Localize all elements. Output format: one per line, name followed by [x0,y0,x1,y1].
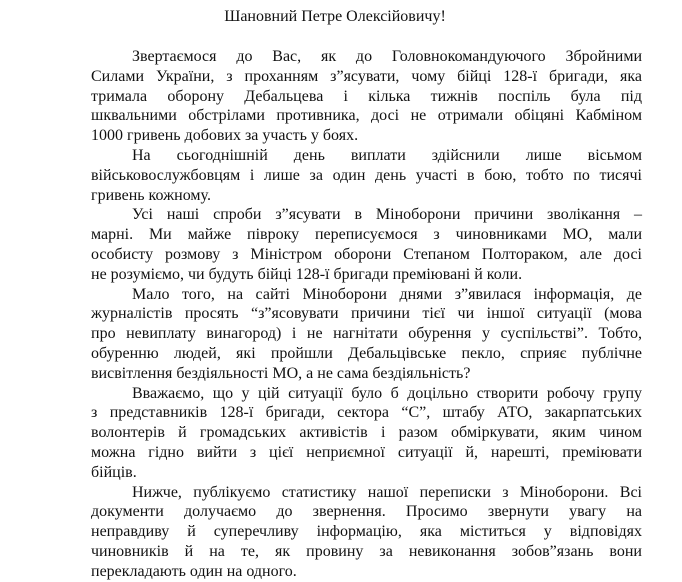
text-line: На сьогоднішній день виплати здійснили лише вісьмом [132,146,642,164]
text-line: обуренню людей, які пройшли Дебальцівське пекло, сприяє публічне [91,344,642,362]
letter-body [91,47,642,582]
text-line: можна гідно вийти з цієї неприємної ситуації й, нарешті, преміювати [91,443,642,461]
text-line: не розуміємо, чи будуть бійці 128-ї бригади преміювані й коли. [91,265,523,283]
text-line: неправдиву й суперечливу інформацію, яка міститься у відповідях [91,523,642,541]
text-line: перекладають один на одного. [91,562,297,580]
text-line: бійців. [91,463,137,481]
text-line: 1000 гривень добових за участь у боях. [91,127,359,145]
letter-salutation: Шановний Петре Олексійовичу! [224,8,446,25]
text-line: з представників 128-ї бригади, сектора “С”, штабу АТО, закарпатських [91,404,642,422]
text-line: Силами України, з проханням з”ясувати, чому бійці 128-ї бригади, яка [91,67,642,85]
paragraph [91,483,642,582]
paragraph [91,47,642,146]
paragraph [91,384,642,483]
text-line: тримала оборону Дебальцева і кілька тижнів поспіль була під [91,87,642,105]
text-line: військовослужбовцям і лише за один день участі в бою, тобто по тисячі [91,166,642,184]
text-line: гривень кожному. [91,186,211,204]
text-line: документи долучаємо до звернення. Просимо звернути увагу на [91,503,642,521]
text-line: шквальними обстрілами противника, досі не отримали обіцяні Кабміном [91,107,642,125]
text-line: Нижче, публікуємо статистику нашої переписки з Міноборони. Всі [132,483,642,501]
text-line: висвітлення бездіяльності МО, а не сама бездіяльність? [91,364,471,382]
text-line: особисту розмову з Міністром оборони Степаном Полтораком, але досі [91,245,642,263]
paragraph [91,146,642,205]
text-line: Вважаємо, що у цій ситуації було б доцільно створити робочу групу [132,384,642,402]
text-line: волонтерів й громадських активістів і разом обміркувати, яким чином [91,424,642,442]
text-line: Звертаємося до Вас, як до Головнокомандуючого Збройними [132,48,642,65]
text-line: Мало того, на сайті Міноборони днями з”явилася інформація, де [132,285,642,303]
paragraph [91,205,642,284]
text-line: чиновників й на те, як провину за невиконання зобов”язань вони [91,542,642,560]
text-line: марні. Ми майже півроку переписуємося з чиновниками МО, мали [91,226,642,244]
paragraph [91,285,642,384]
text-line: Усі наші спроби з”ясувати в Міноборони причини зволікання – [132,206,642,224]
text-line: про невиплату винагород) і не нагнітати обурення у суспільстві”. Тобто, [91,325,642,343]
text-line: журналістів просять “з”ясовувати причини тієї чи іншої ситуації (мова [91,305,642,323]
